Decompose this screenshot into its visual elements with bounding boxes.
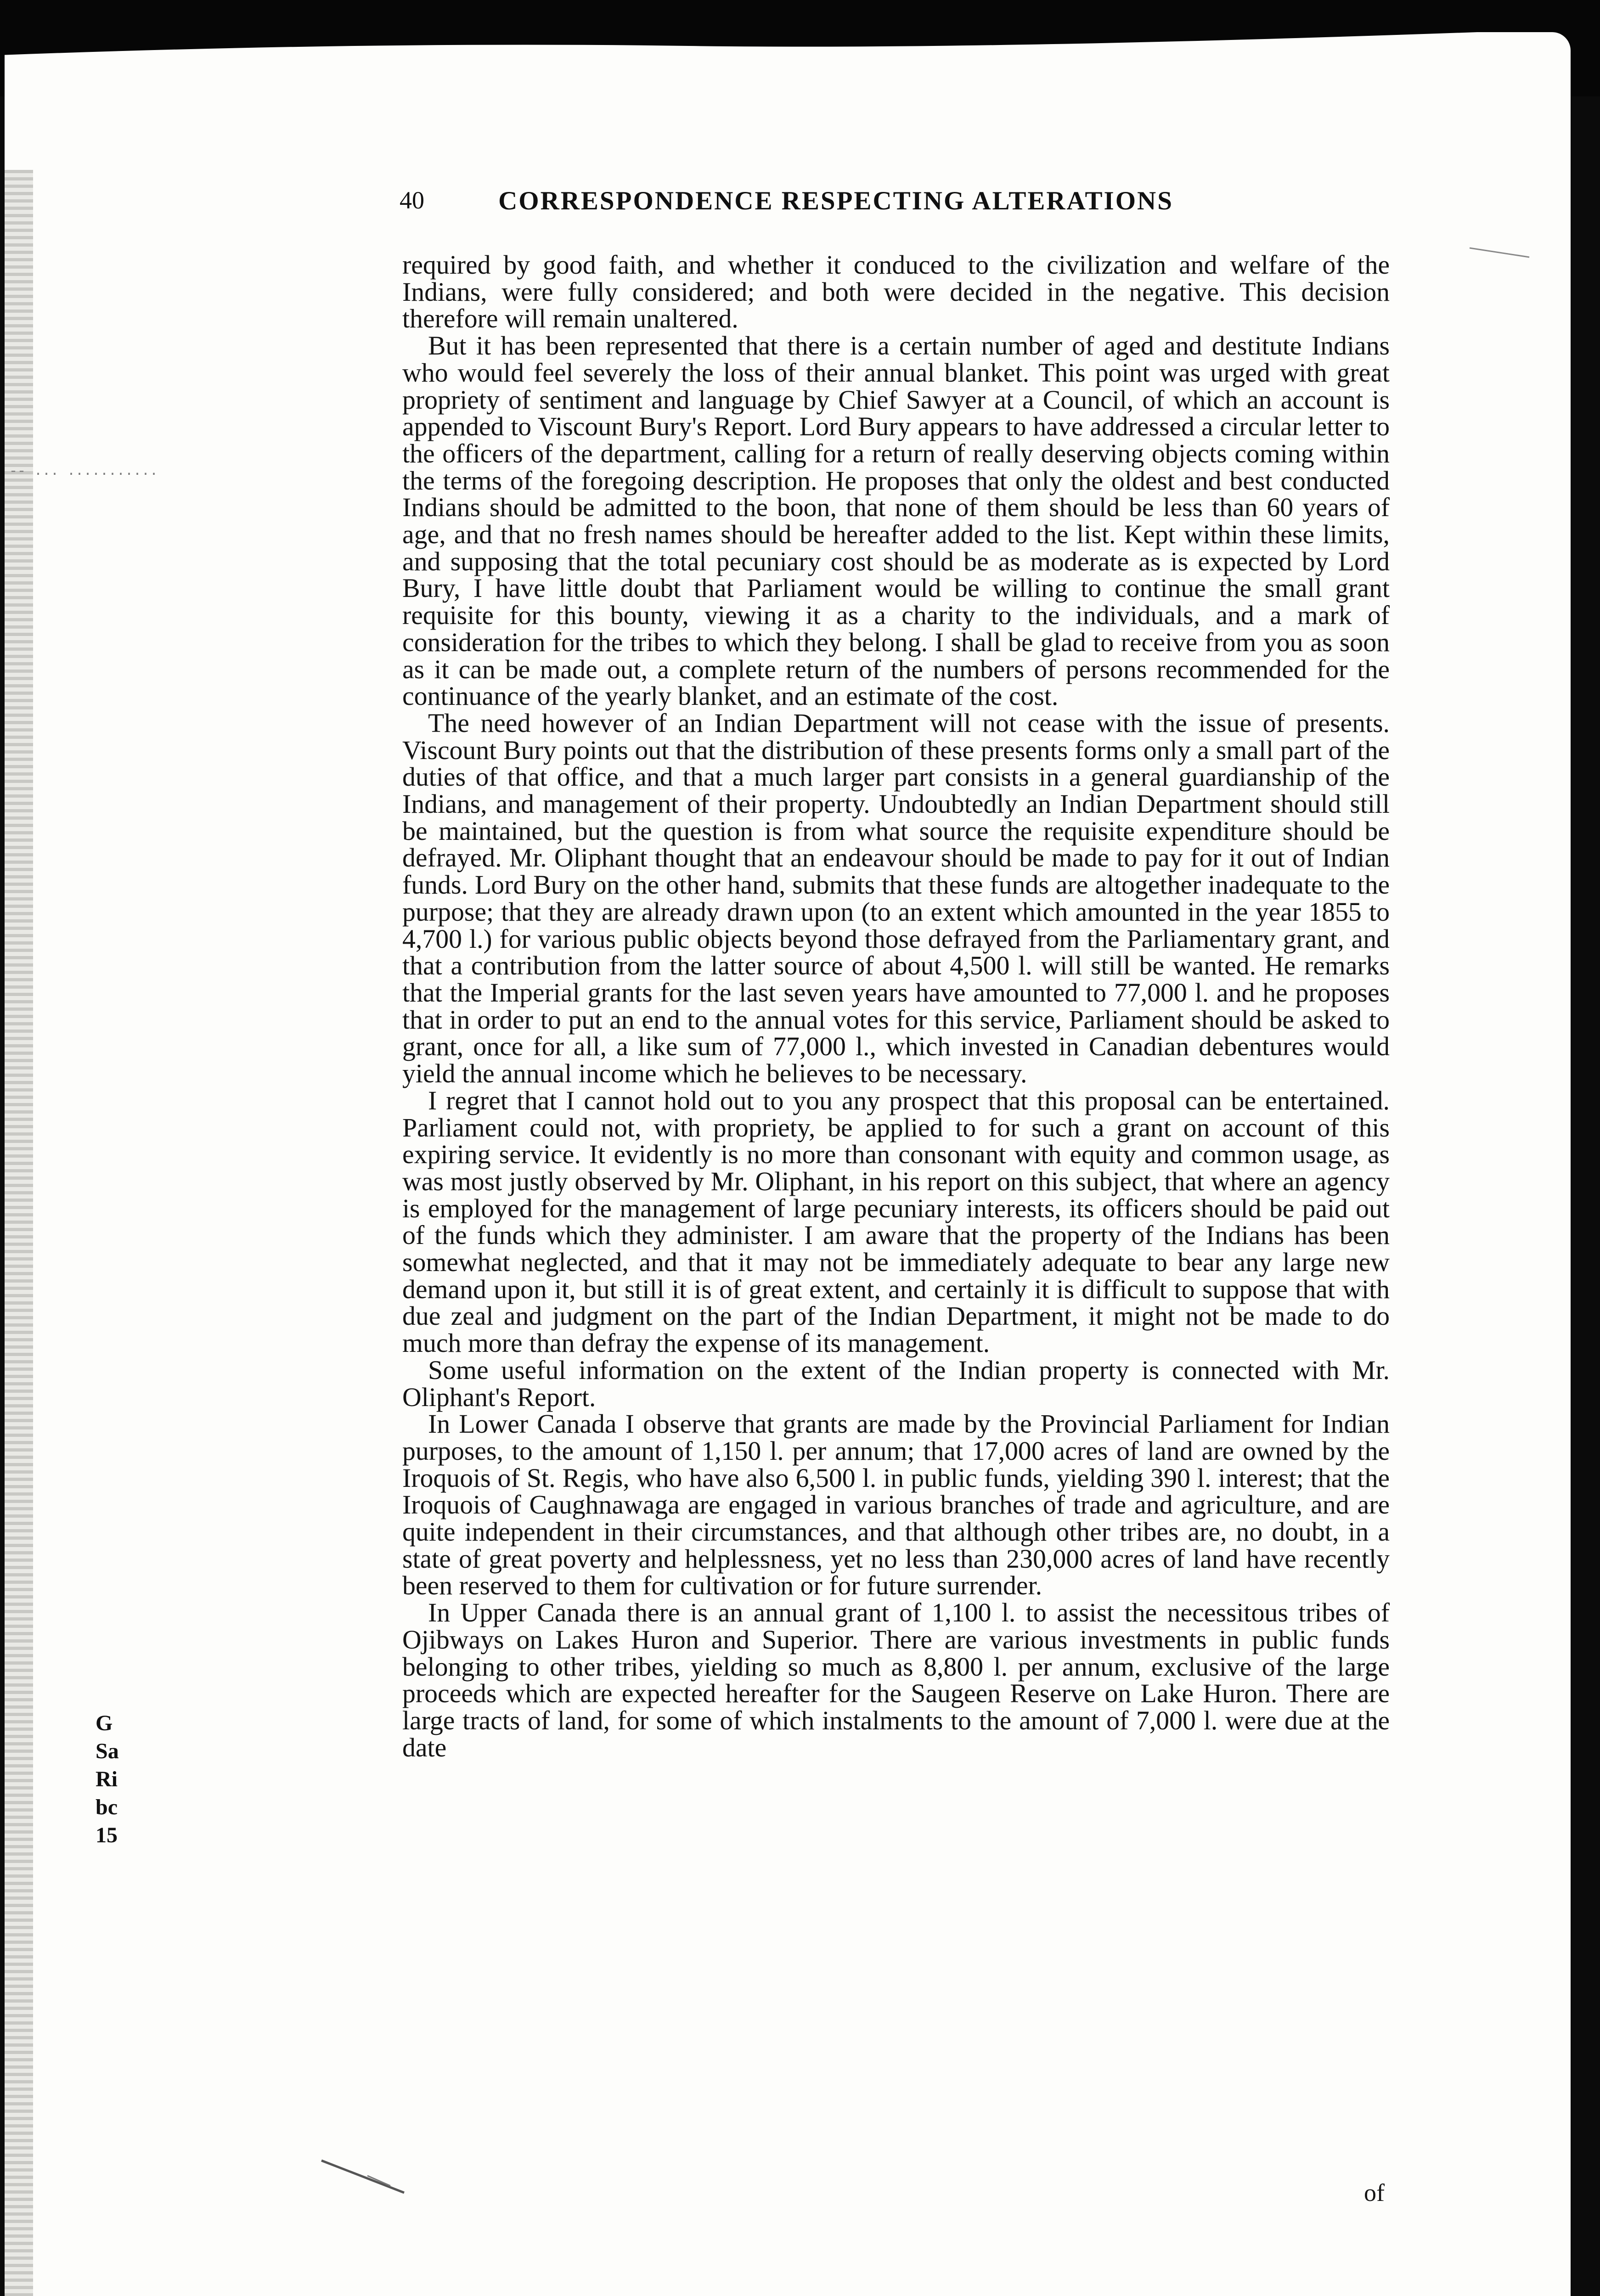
catchword: of	[1364, 2179, 1385, 2206]
margin-note: 15	[96, 1823, 118, 1847]
margin-note: Sa	[96, 1739, 119, 1763]
paragraph-useful-information: Some useful information on the extent of the Indian property is connected with Mr. Oliphant's Report.	[402, 1355, 1390, 1412]
paragraph-aged-indians: But it has been represented that there is a certain number of aged and destitute Indians who would feel severely the loss of their annual blanket. This point was urged with great propriety of sentiment and language by Chief Sawyer at a Council, of which an account is appended to Viscount Bury's Report. Lord Bury appears to have addressed a circular letter to the officers of the department, calling for a return of really deserving objects coming within the terms of the foregoing description. He proposes that only the oldest and best conducted Indians should be admitted to the boon, that none of them should be less than 60 years of age, and that no fresh names should be hereafter added to the list. Kept within these limits, and supposing that the total pecuniary cost should be as moderate as is expected by Lord Bury, I have little doubt that Parliament would be willing to continue the small grant requisite for this bounty, viewing it as a charity to the individuals, and a mark of consideration for the tribes to which they belong. I shall be glad to receive from you as soon as it can be made out, a complete return of the numbers of persons recommended for the continuance of the yearly blanket, and an estimate of the cost.	[402, 331, 1390, 711]
paragraph-regret: I regret that I cannot hold out to you any prospect that this proposal can be entertained. Parliament could not, with propriety, be applied to for such a grant on account of this expiring service. It evidently is no more than consonant with equity and common usage, as was most justly observed by Mr. Oliphant, in his report on this subject, that where an agency is employed for the management of large pecuniary interests, its officers should be paid out of the funds which they administer. I am aware that the property of the Indians has been somewhat neglected, and that it may not be immediately adequate to bear any large new demand upon it, but still it is of great extent, and certainly it is difficult to suppose that with due zeal and judgment on the part of the Indian Department, it might not be made to do much more than defray the expense of its management.	[402, 1085, 1390, 1358]
margin-note: Ri	[96, 1767, 118, 1791]
running-head: CORRESPONDENCE RESPECTING ALTERATIONS	[498, 186, 1173, 215]
margin-note: G	[96, 1711, 113, 1735]
page-header	[400, 186, 1272, 218]
paragraph-upper-canada: In Upper Canada there is an annual grant of 1,100 l. to assist the necessitous tribes of Ojibways on Lakes Huron and Superior. There are various investments in public funds belonging to other tribes, yielding so much as 8,800 l. per annum, exclusive of the large proceeds which are expected hereafter for the Saugeen Reserve on Lake Huron. There are large tracts of land, for some of which instalments to the amount of 7,000 l. were due at the date	[402, 1598, 1390, 1762]
paragraph-continuation: required by good faith, and whether it conduced to the civilization and welfare of the Indians, were fully considered; and both were decided in the negative. This decision therefore will remain unaltered.	[402, 250, 1390, 334]
body-text	[402, 252, 1390, 2171]
margin-notes	[96, 1709, 128, 1849]
margin-dotted-line: -- ... ...........	[9, 464, 158, 479]
paragraph-indian-department: The need however of an Indian Department will not cease with the issue of presents. Viscount Bury points out that the distribution of these presents forms only a small part of the duties of that office, and that a much larger part consists in a general guardianship of the Indians, and management of their property. Undoubtedly an Indian Department should still be maintained, but the question is from what source the requisite expenditure should be defrayed. Mr. Oliphant thought that an endeavour should be made to pay for it out of Indian funds. Lord Bury on the other hand, submits that these funds are altogether inadequate to the purpose; that they are already drawn upon (to an extent which amounted in the year 1855 to 4,700 l.) for various public objects beyond those defrayed from the Parliamentary grant, and that a contribution from the latter source of about 4,500 l. will still be wanted. He remarks that the Imperial grants for the last seven years have amounted to 77,000 l. and he proposes that in order to put an end to the annual votes for this service, Parliament should be asked to grant, once for all, a like sum of 77,000 l., which invested in Canadian debentures would yield the annual income which he believes to be necessary.	[402, 708, 1390, 1089]
page-number: 40	[400, 186, 424, 214]
paragraph-lower-canada: In Lower Canada I observe that grants are made by the Provincial Parliament for Indian purposes, to the amount of 1,150 l. per annum; that 17,000 acres of land are owned by the Iroquois of St. Regis, who have also 6,500 l. in public funds, yielding 390 l. interest; that the Iroquois of Caughnawaga are engaged in various branches of trade and agriculture, and are quite independent in their circumstances, and that although other tribes are, no doubt, in a state of great poverty and helplessness, yet no less than 230,000 acres of land have recently been reserved to them for cultivation or for future surrender.	[402, 1409, 1390, 1601]
margin-note: bc	[96, 1795, 118, 1819]
